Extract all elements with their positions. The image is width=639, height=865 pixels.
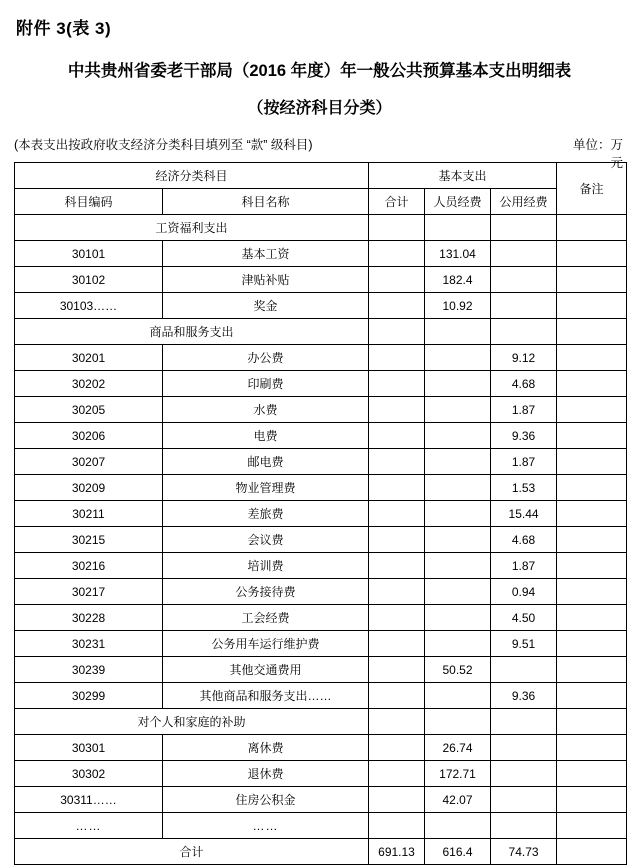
cell-public [491,215,557,241]
cell-total [369,813,425,839]
cell-public: 9.36 [491,423,557,449]
cell-total [369,397,425,423]
cell-personnel [425,605,491,631]
table-row [15,787,627,813]
unit-note [503,136,623,172]
table-row [15,527,627,553]
cell-public [491,293,557,319]
cell-personnel [425,319,491,345]
unit-note-line2: 元 [610,156,623,170]
cell-code: 30211 [15,501,163,527]
header-personnel: 人员经费 [425,189,491,215]
cell-code: 30216 [15,553,163,579]
cell-code: 30207 [15,449,163,475]
cell-remark [557,631,627,657]
cell-name: 基本工资 [163,241,369,267]
cell-personnel [425,371,491,397]
cell-public [491,735,557,761]
cell-name: 公务接待费 [163,579,369,605]
cell-personnel [425,527,491,553]
table-row [15,553,627,579]
cell-total [369,605,425,631]
cell-code: 30228 [15,605,163,631]
header-public: 公用经费 [491,189,557,215]
cell-total [369,423,425,449]
total-label: 合计 [15,839,369,865]
cell-total [369,553,425,579]
table-row [15,423,627,449]
cell-remark [557,423,627,449]
cell-total [369,475,425,501]
cell-remark [557,709,627,735]
page-title: 中共贵州省委老干部局（2016 年度）年一般公共预算基本支出明细表 [67,62,572,80]
table-section-row [15,319,627,345]
cell-personnel [425,579,491,605]
page-subtitle: （按经济科目分类） [247,100,392,117]
cell-public [491,761,557,787]
table-section-row [15,215,627,241]
cell-code: 30205 [15,397,163,423]
table-row [15,657,627,683]
cell-code: 30102 [15,267,163,293]
table-row [15,475,627,501]
cell-code: 30215 [15,527,163,553]
cell-public [491,319,557,345]
cell-personnel [425,501,491,527]
cell-remark [557,345,627,371]
cell-name: 办公费 [163,345,369,371]
cell-code: 30301 [15,735,163,761]
cell-remark [557,449,627,475]
cell-remark [557,683,627,709]
cell-total [369,579,425,605]
cell-remark [557,241,627,267]
cell-name: 退休费 [163,761,369,787]
cell-public [491,709,557,735]
cell-name: 培训费 [163,553,369,579]
table-total-row [15,839,627,865]
table-row [15,449,627,475]
unit-note-line1: 单位：万 [572,138,623,152]
cell-name: 津贴补贴 [163,267,369,293]
cell-total [369,345,425,371]
cell-remark [557,813,627,839]
table-row [15,579,627,605]
cell-total [369,761,425,787]
cell-public [491,267,557,293]
cell-name: 电费 [163,423,369,449]
cell-code: 30103…… [15,293,163,319]
cell-name: 工会经费 [163,605,369,631]
section-label: 对个人和家庭的补助 [15,709,369,735]
cell-personnel: 26.74 [425,735,491,761]
header-total: 合计 [369,189,425,215]
section-label: 工资福利支出 [15,215,369,241]
cell-name: 其他商品和服务支出…… [163,683,369,709]
total-personnel: 616.4 [425,839,491,865]
cell-total [369,319,425,345]
cell-personnel: 10.92 [425,293,491,319]
cell-total [369,267,425,293]
cell-personnel: 42.07 [425,787,491,813]
cell-code: 30202 [15,371,163,397]
cell-public: 1.87 [491,397,557,423]
header-name: 科目名称 [163,189,369,215]
cell-public: 9.36 [491,683,557,709]
table-body [15,215,627,865]
cell-personnel [425,345,491,371]
cell-code: 30217 [15,579,163,605]
cell-public: 15.44 [491,501,557,527]
cell-personnel [425,423,491,449]
cell-personnel: 182.4 [425,267,491,293]
cell-personnel [425,553,491,579]
cell-name: 差旅费 [163,501,369,527]
table-row [15,761,627,787]
cell-total [369,215,425,241]
cell-name: 离休费 [163,735,369,761]
table-row [15,267,627,293]
cell-remark [557,267,627,293]
cell-code: 30302 [15,761,163,787]
cell-name: 水费 [163,397,369,423]
cell-remark [557,657,627,683]
cell-name: 其他交通费用 [163,657,369,683]
cell-total [369,631,425,657]
table-row [15,345,627,371]
cell-total [369,371,425,397]
cell-remark [557,605,627,631]
header-remark: 备注 [557,163,627,215]
cell-remark [557,475,627,501]
table-row [15,735,627,761]
table-column-header-row [15,189,627,215]
cell-total [369,527,425,553]
cell-personnel [425,449,491,475]
cell-total [369,709,425,735]
table-row [15,371,627,397]
cell-name: 物业管理费 [163,475,369,501]
cell-personnel [425,397,491,423]
cell-remark [557,527,627,553]
cell-name: 住房公积金 [163,787,369,813]
table-row [15,241,627,267]
cell-public: 1.53 [491,475,557,501]
cell-code: 30209 [15,475,163,501]
fill-note: (本表支出按政府收支经济分类科目填列至 “款” 级科目) [14,138,313,152]
header-code: 科目编码 [15,189,163,215]
cell-remark [557,319,627,345]
cell-code: 30206 [15,423,163,449]
table-section-row [15,709,627,735]
cell-name: …… [163,813,369,839]
table-row [15,501,627,527]
cell-total [369,449,425,475]
cell-public [491,241,557,267]
cell-personnel [425,631,491,657]
cell-remark [557,553,627,579]
cell-remark [557,579,627,605]
cell-name: 公务用车运行维护费 [163,631,369,657]
cell-total [369,293,425,319]
header-economic-category: 经济分类科目 [15,163,369,189]
cell-remark [557,735,627,761]
total-remark [557,839,627,865]
cell-personnel [425,475,491,501]
cell-name: 奖金 [163,293,369,319]
cell-public [491,813,557,839]
cell-remark [557,371,627,397]
cell-personnel: 50.52 [425,657,491,683]
cell-code: 30231 [15,631,163,657]
note-row [14,136,625,170]
budget-table [14,162,627,865]
cell-total [369,683,425,709]
cell-public: 4.68 [491,371,557,397]
cell-name: 会议费 [163,527,369,553]
cell-personnel [425,215,491,241]
cell-total [369,657,425,683]
cell-public [491,787,557,813]
cell-public [491,657,557,683]
cell-code: 30239 [15,657,163,683]
cell-remark [557,761,627,787]
cell-personnel: 131.04 [425,241,491,267]
table-ellipsis-row [15,813,627,839]
cell-total [369,787,425,813]
cell-public: 1.87 [491,449,557,475]
cell-personnel [425,813,491,839]
section-label: 商品和服务支出 [15,319,369,345]
cell-public: 0.94 [491,579,557,605]
cell-code: 30101 [15,241,163,267]
cell-public: 4.68 [491,527,557,553]
cell-total [369,735,425,761]
cell-remark [557,215,627,241]
cell-code: 30311…… [15,787,163,813]
cell-personnel: 172.71 [425,761,491,787]
cell-code: …… [15,813,163,839]
cell-name: 邮电费 [163,449,369,475]
cell-remark [557,397,627,423]
cell-total [369,241,425,267]
cell-public: 4.50 [491,605,557,631]
cell-remark [557,787,627,813]
cell-remark [557,501,627,527]
table-row [15,605,627,631]
cell-code: 30201 [15,345,163,371]
table-row [15,683,627,709]
cell-total [369,501,425,527]
header-basic-expenditure: 基本支出 [369,163,557,189]
table-row [15,631,627,657]
cell-code: 30299 [15,683,163,709]
total-public: 74.73 [491,839,557,865]
table-row [15,397,627,423]
cell-name: 印刷费 [163,371,369,397]
cell-personnel [425,709,491,735]
cell-public: 9.51 [491,631,557,657]
attachment-label: 附件 3(表 3) [16,19,112,38]
total-total: 691.13 [369,839,425,865]
cell-public: 1.87 [491,553,557,579]
cell-public: 9.12 [491,345,557,371]
cell-remark [557,293,627,319]
table-row [15,293,627,319]
cell-personnel [425,683,491,709]
